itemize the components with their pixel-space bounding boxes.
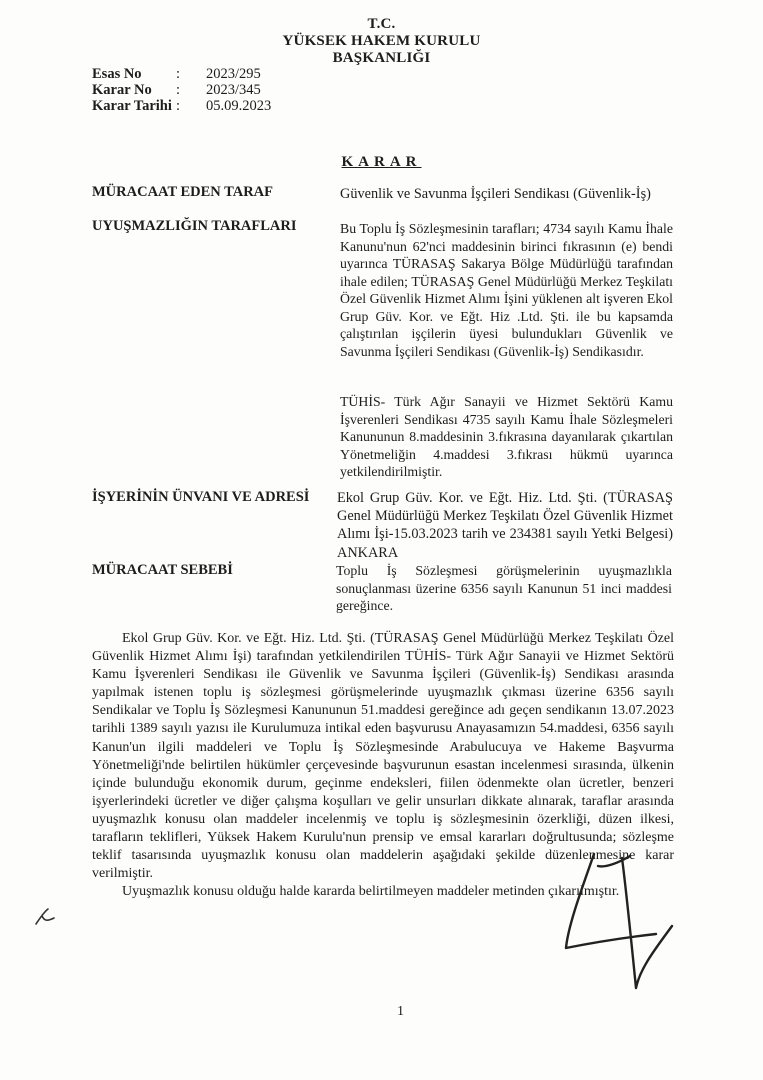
karar-tarihi-value: 05.09.2023 <box>206 98 272 114</box>
parties-text-2: TÜHİS- Türk Ağır Sanayii ve Hizmet Sektörü Kamu İşverenleri Sendikası 4735 sayılı Kamu İhale Sözleşmeleri Kanununun 8.maddesinin 3.fıkrasına dayanılarak çıkartılan Yönetmeliğin 4.maddesi 3.fıkrası hükmü uyarınca yetkilendirilmiştir. <box>340 394 673 479</box>
colon: : <box>176 66 181 82</box>
workplace-label: İŞYERİNİN ÜNVANI VE ADRESİ <box>92 489 310 505</box>
header-presidency: BAŞKANLIĞI <box>332 50 431 66</box>
karar-tarihi-row <box>92 98 271 115</box>
reason-label: MÜRACAAT SEBEBİ <box>92 562 233 578</box>
esas-no-row <box>92 66 261 83</box>
esas-no-value: 2023/295 <box>206 66 261 82</box>
colon: : <box>176 98 181 114</box>
applicant-text: Güvenlik ve Savunma İşçileri Sendikası (Güvenlik-İş) <box>340 186 651 202</box>
colon: : <box>176 82 181 98</box>
reason-text: Toplu İş Sözleşmesi görüşmelerinin uyuşmazlıkla sonuçlanması üzerine 6356 sayılı Kanunun 51 inci maddesi gereğince. <box>336 563 672 613</box>
signature-mark <box>560 848 680 998</box>
initial-mark <box>32 906 58 928</box>
applicant-label: MÜRACAAT EDEN TARAF <box>92 184 273 200</box>
workplace-text: Ekol Grup Güv. Kor. ve Eğt. Hiz. Ltd. Şti. (TÜRASAŞ Genel Müdürlüğü Merkez Teşkilatı Özel Güvenlik Hizmet Alımı İşi-15.03.2023 tarih ve 234381 sayılı Yetki Belgesi) ANKARA <box>337 490 673 561</box>
body-paragraph-1: Ekol Grup Güv. Kor. ve Eğt. Hiz. Ltd. Şti. (TÜRASAŞ Genel Müdürlüğü Merkez Teşkilatı Özel Güvenlik Hizmet Alımı İşi) tarafından yetkilendirilen TÜHİS- Türk Ağır Sanayii ve Hizmet Sektörü Kamu İşverenleri Sendikası ile Güvenlik ve Savunma İşçileri (Güvenlik-İş) Sendikası arasında yapılmak istenen toplu iş sözleşmesi görüşmelerinde uyuşmazlık çıkması üzerine 6356 sayılı Sendikalar ve Toplu İş Sözleşmesi Kanununun 51.maddesi gereğince adı geçen sendikanın 13.07.2023 tarihli 1389 sayılı yazısı ile Kurulumuza intikal eden başvurusu Anayasamızın 54.maddesi, 6356 sayılı Kanun'un ilgili maddeleri ve Toplu İş Sözleşmesinde Arabulucuya ve Hakeme Başvurma Yönetmeliği'nde belirtilen hükümler çerçevesinde başvurunun esastan incelenmesi sırasında, ülkenin içinde bulunduğu ekonomik durum, geçinme endeksleri, fiilen ödenmekte olan ücretler, benzeri işyerlerindeki ücretler ve diğer çalışma koşulları ve gelir unsurları dikkate alınarak, taraflar arasında uyuşmazlık konusu olan maddeler incelenmiş ve toplu iş sözleşmesinin özerkliği, düzen ilkesi, tarafların teklifleri, Yüksek Hakem Kurulu'nun prensip ve emsal kararları doğrultusunda; sözleşme teklif tasarısında uyuşmazlık konusu olan maddelerin aşağıdaki şekilde düzenlenmesine karar verilmiştir. <box>92 631 674 882</box>
parties-text-1: Bu Toplu İş Sözleşmesinin tarafları; 4734 sayılı Kamu İhale Kanunu'nun 62'nci maddesinin birinci fıkrasının (e) bendi uyarınca TÜRASAŞ Sakarya Bölge Müdürlüğü tarafından ihale edilen; TÜRASAŞ Genel Müdürlüğü Merkez Teşkilatı Özel Güvenlik Hizmet Alımı İşini yüklenen alt işveren Ekol Grup Güv. Kor. ve Eğt. Hiz .Ltd. Şti. ile bu kapsamda çalıştırılan işçilerin üyesi bulundukları Güvenlik ve Savunma İşçileri Sendikası (Güvenlik-İş) Sendikasıdır. <box>340 221 673 359</box>
header-institution: YÜKSEK HAKEM KURULU <box>282 33 481 49</box>
body-paragraph-2: Uyuşmazlık konusu olduğu halde kararda belirtilmeyen maddeler metinden çıkarılmıştır. <box>122 884 620 900</box>
page-number: 1 <box>397 1004 404 1019</box>
karar-no-label: Karar No <box>92 82 152 98</box>
header-tc: T.C. <box>367 16 396 32</box>
esas-no-label: Esas No <box>92 66 142 82</box>
karar-tarihi-label: Karar Tarihi <box>92 98 172 114</box>
karar-no-value: 2023/345 <box>206 82 261 98</box>
parties-label: UYUŞMAZLIĞIN TARAFLARI <box>92 218 297 234</box>
decision-title: KARAR <box>341 154 422 170</box>
karar-no-row <box>92 82 261 99</box>
